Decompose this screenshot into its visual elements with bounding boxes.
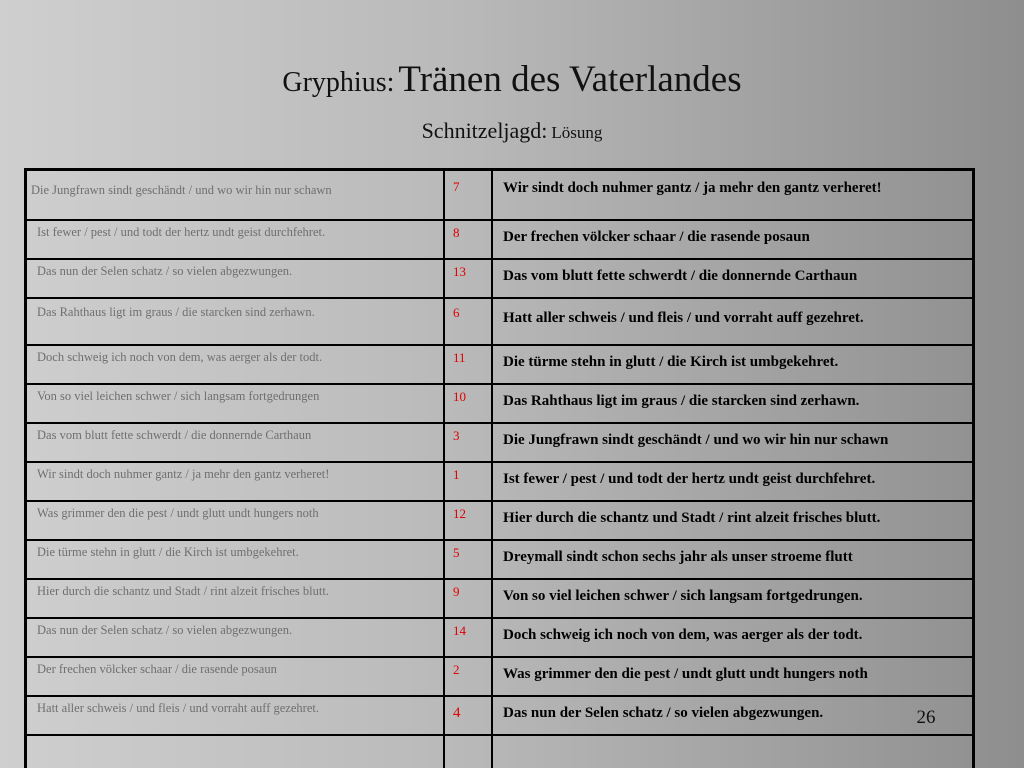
scrambled-verse: Der frechen völcker schaar / die rasende posaun	[26, 657, 445, 696]
solution-table	[24, 168, 975, 768]
verse-number: 9	[444, 579, 492, 618]
table-row	[26, 618, 974, 657]
scrambled-verse: Die türme stehn in glutt / die Kirch ist umbgekehret.	[26, 540, 445, 579]
verse-number: 13	[444, 259, 492, 298]
ordered-verse: Hatt aller schweis / und fleis / und vorraht auff gezehret.	[492, 298, 974, 345]
table-row	[26, 696, 974, 735]
subtitle-main: Schnitzeljagd:	[421, 118, 548, 143]
slide-subtitle	[0, 118, 1024, 144]
verse-number: 5	[444, 540, 492, 579]
ordered-verse: Was grimmer den die pest / undt glutt undt hungers noth	[492, 657, 974, 696]
scrambled-verse: Das nun der Selen schatz / so vielen abgezwungen.	[26, 618, 445, 657]
ordered-verse: Der frechen völcker schaar / die rasende posaun	[492, 220, 974, 259]
ordered-verse	[492, 735, 974, 768]
verse-number: 11	[444, 345, 492, 384]
table-row	[26, 259, 974, 298]
scrambled-verse: Was grimmer den die pest / undt glutt undt hungers noth	[26, 501, 445, 540]
table-row-empty	[26, 735, 974, 768]
table-row	[26, 170, 974, 221]
slide-title	[0, 58, 1024, 101]
ordered-verse: Das nun der Selen schatz / so vielen abgezwungen.	[492, 696, 974, 735]
ordered-verse: Dreymall sindt schon sechs jahr als unser stroeme flutt	[492, 540, 974, 579]
scrambled-verse: Hier durch die schantz und Stadt / rint alzeit frisches blutt.	[26, 579, 445, 618]
verse-number: 3	[444, 423, 492, 462]
title-poem: Tränen des Vaterlandes	[398, 59, 742, 100]
table-row	[26, 657, 974, 696]
scrambled-verse: Das vom blutt fette schwerdt / die donnernde Carthaun	[26, 423, 445, 462]
subtitle-sub: Lösung	[551, 123, 603, 142]
verse-number: 4	[444, 696, 492, 735]
ordered-verse: Das Rahthaus ligt im graus / die starcken sind zerhawn.	[492, 384, 974, 423]
verse-number: 6	[444, 298, 492, 345]
scrambled-verse: Wir sindt doch nuhmer gantz / ja mehr den gantz verheret!	[26, 462, 445, 501]
table-row	[26, 345, 974, 384]
ordered-verse: Die türme stehn in glutt / die Kirch ist umbgekehret.	[492, 345, 974, 384]
scrambled-verse	[26, 735, 445, 768]
verse-number: 10	[444, 384, 492, 423]
scrambled-verse: Hatt aller schweis / und fleis / und vorraht auff gezehret.	[26, 696, 445, 735]
ordered-verse: Von so viel leichen schwer / sich langsam fortgedrungen.	[492, 579, 974, 618]
scrambled-verse: Das Rahthaus ligt im graus / die starcken sind zerhawn.	[26, 298, 445, 345]
verse-number	[444, 735, 492, 768]
verse-number: 2	[444, 657, 492, 696]
table-row	[26, 298, 974, 345]
ordered-verse: Hier durch die schantz und Stadt / rint alzeit frisches blutt.	[492, 501, 974, 540]
ordered-verse: Die Jungfrawn sindt geschändt / und wo wir hin nur schawn	[492, 423, 974, 462]
scrambled-verse: Doch schweig ich noch von dem, was aerger als der todt.	[26, 345, 445, 384]
table-row	[26, 423, 974, 462]
verse-number: 7	[444, 170, 492, 221]
table-row	[26, 384, 974, 423]
ordered-verse: Ist fewer / pest / und todt der hertz undt geist durchfehret.	[492, 462, 974, 501]
table-row	[26, 540, 974, 579]
scrambled-verse: Ist fewer / pest / und todt der hertz undt geist durchfehret.	[26, 220, 445, 259]
verse-number: 12	[444, 501, 492, 540]
scrambled-verse: Von so viel leichen schwer / sich langsam fortgedrungen	[26, 384, 445, 423]
verse-number: 14	[444, 618, 492, 657]
ordered-verse: Wir sindt doch nuhmer gantz / ja mehr den gantz verheret!	[492, 170, 974, 221]
scrambled-verse: Das nun der Selen schatz / so vielen abgezwungen.	[26, 259, 445, 298]
ordered-verse: Doch schweig ich noch von dem, was aerger als der todt.	[492, 618, 974, 657]
page-number: 26	[916, 707, 936, 728]
verse-number: 1	[444, 462, 492, 501]
table-row	[26, 579, 974, 618]
table-row	[26, 220, 974, 259]
ordered-verse: Das vom blutt fette schwerdt / die donnernde Carthaun	[492, 259, 974, 298]
scrambled-verse: Die Jungfrawn sindt geschändt / und wo wir hin nur schawn	[26, 170, 445, 221]
table-row	[26, 462, 974, 501]
title-author: Gryphius:	[282, 67, 395, 98]
verse-number: 8	[444, 220, 492, 259]
table-row	[26, 501, 974, 540]
